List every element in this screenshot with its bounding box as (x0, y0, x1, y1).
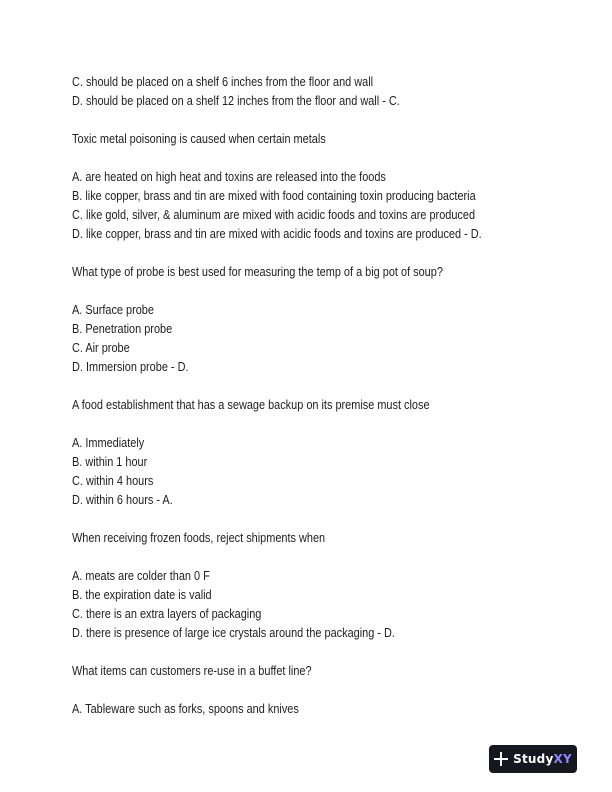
text-line: A. are heated on high heat and toxins are released into the foods (72, 169, 386, 184)
text-line: C. should be placed on a shelf 6 inches from the floor and wall (72, 74, 374, 89)
paragraph-gap (72, 281, 542, 300)
text-line: B. Penetration probe (72, 321, 173, 336)
text-line: What items can customers re-use in a buffet line? (72, 663, 312, 678)
brand-name-accent: XY (553, 752, 572, 766)
paragraph-gap (72, 243, 542, 262)
text-line: B. like copper, brass and tin are mixed with food containing toxin producing bacteria (72, 188, 476, 203)
studyxy-logo[interactable] (489, 745, 577, 773)
text-line: A. Immediately (72, 435, 145, 450)
plus-icon (494, 752, 508, 766)
text-line: D. within 6 hours - A. (72, 492, 173, 507)
text-line: D. like copper, brass and tin are mixed with acidic foods and toxins are produced - D. (72, 226, 482, 241)
text-line: What type of probe is best used for measuring the temp of a big pot of soup? (72, 264, 443, 279)
text-line: A. Surface probe (72, 302, 154, 317)
paragraph-gap (72, 509, 542, 528)
text-line: D. should be placed on a shelf 12 inches from the floor and wall - C. (72, 93, 400, 108)
paragraph-gap (72, 110, 542, 129)
paragraph-gap (72, 414, 542, 433)
brand-name (513, 752, 572, 766)
paragraph-gap (72, 642, 542, 661)
text-line: A. meats are colder than 0 F (72, 568, 210, 583)
brand-name-primary: Study (513, 752, 554, 766)
text-line: B. within 1 hour (72, 454, 148, 469)
text-line: When receiving frozen foods, reject shipments when (72, 530, 326, 545)
text-line: C. like gold, silver, & aluminum are mixed with acidic foods and toxins are produced (72, 207, 476, 222)
text-line: D. Immersion probe - D. (72, 359, 189, 374)
text-line: A food establishment that has a sewage backup on its premise must close (72, 397, 430, 412)
text-line: B. the expiration date is valid (72, 587, 212, 602)
text-line: D. there is presence of large ice crystals around the packaging - D. (72, 625, 395, 640)
paragraph-gap (72, 680, 542, 699)
text-line: A. Tableware such as forks, spoons and knives (72, 701, 299, 716)
text-line: C. there is an extra layers of packaging (72, 606, 262, 621)
document-body (72, 72, 542, 718)
text-line: C. within 4 hours (72, 473, 154, 488)
text-line: Toxic metal poisoning is caused when certain metals (72, 131, 326, 146)
text-line: C. Air probe (72, 340, 130, 355)
paragraph-gap (72, 547, 542, 566)
paragraph-gap (72, 376, 542, 395)
paragraph-gap (72, 148, 542, 167)
